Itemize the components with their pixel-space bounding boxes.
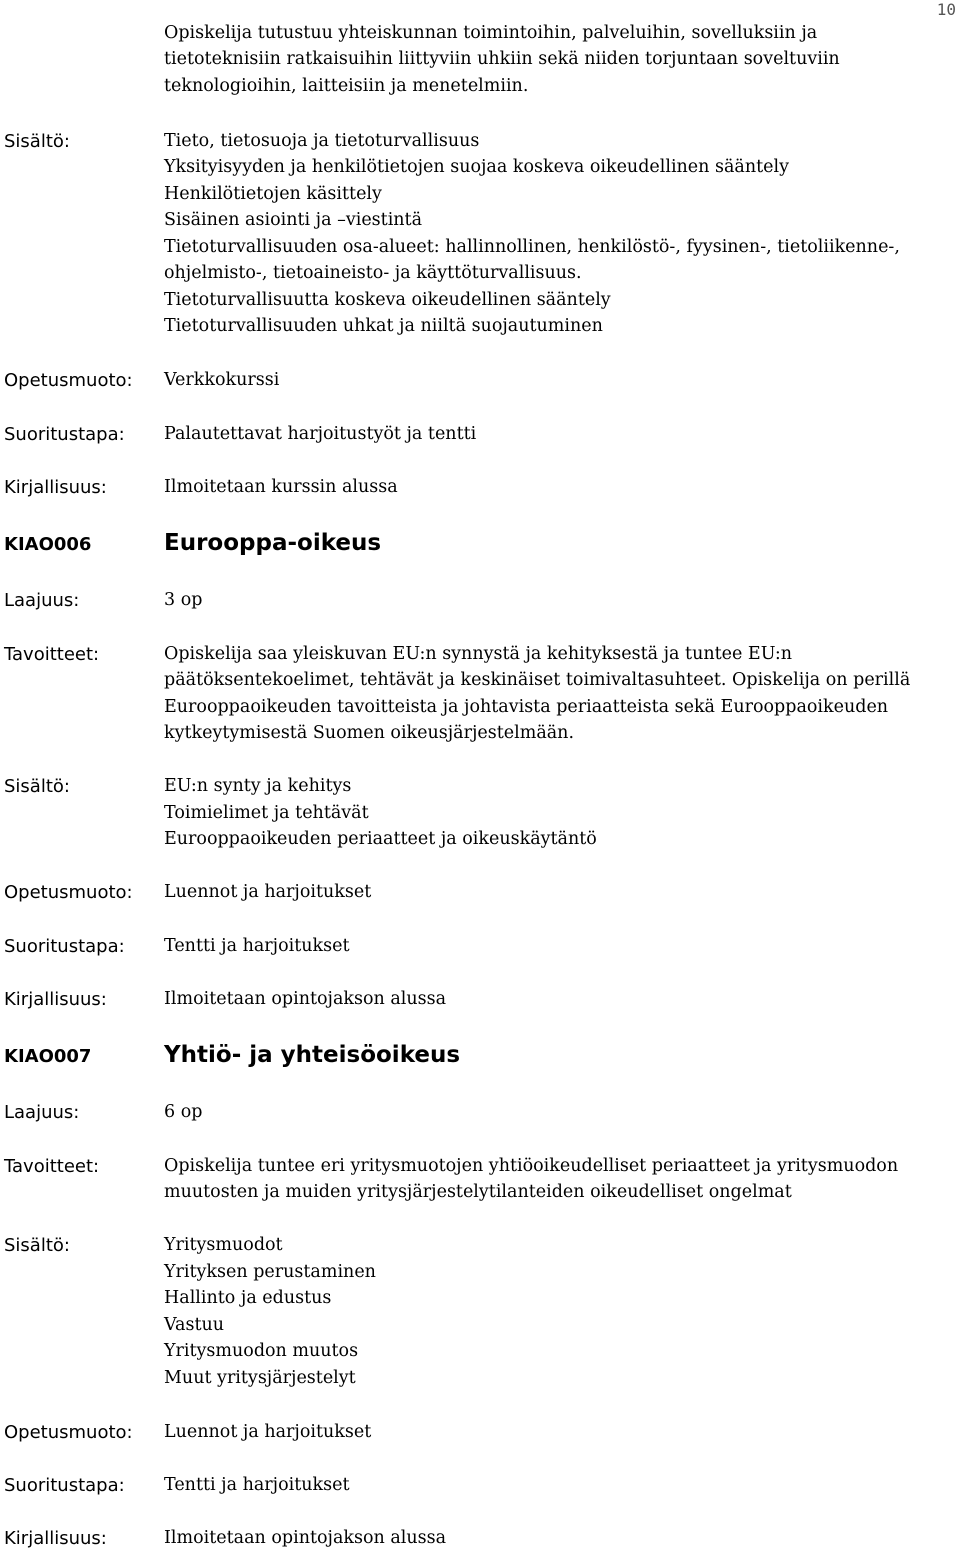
tavoitteet-line: kytkeytymisestä Suomen oikeusjärjestelmään. [164, 723, 575, 743]
laajuus-label: Laajuus: [4, 1102, 80, 1123]
suoritustapa-label: Suoritustapa: [4, 1475, 125, 1496]
suoritustapa-value: Palautettavat harjoitustyöt ja tentti [164, 424, 477, 444]
kirjallisuus-value: Ilmoitetaan opintojakson alussa [164, 989, 447, 1009]
tavoitteet-line: päätöksentekoelimet, tehtävät ja keskinäiset toimivaltasuhteet. Opiskelija on perillä [164, 670, 911, 690]
sisalto-line: Tietoturvallisuutta koskeva oikeudellinen sääntely [164, 290, 611, 310]
sisalto-line: Hallinto ja edustus [164, 1288, 332, 1308]
sisalto-line: Sisäinen asiointi ja –viestintä [164, 210, 423, 230]
opetusmuoto-value: Luennot ja harjoitukset [164, 1422, 372, 1442]
tavoitteet-line: Eurooppaoikeuden tavoitteista ja johtavista periaatteista sekä Eurooppaoikeuden [164, 697, 889, 717]
tavoitteet-line: muutosten ja muiden yritysjärjestelytilanteiden oikeudelliset ongelmat [164, 1182, 792, 1202]
opetusmuoto-value: Verkkokurssi [164, 370, 280, 390]
tavoitteet-label: Tavoitteet: [4, 1156, 100, 1177]
sisalto-line: Muut yritysjärjestelyt [164, 1368, 356, 1388]
course-title: Eurooppa-oikeus [164, 530, 382, 556]
intro-line: Opiskelija tutustuu yhteiskunnan toimintoihin, palveluihin, sovelluksiin ja [164, 23, 818, 43]
tavoitteet-line: Opiskelija saa yleiskuvan EU:n synnystä ja kehityksestä ja tuntee EU:n [164, 644, 792, 664]
opetusmuoto-label: Opetusmuoto: [4, 370, 133, 391]
sisalto-line: EU:n synty ja kehitys [164, 776, 352, 796]
sisalto-line: Eurooppaoikeuden periaatteet ja oikeuskäytäntö [164, 829, 597, 849]
sisalto-line: Tieto, tietosuoja ja tietoturvallisuus [164, 131, 480, 151]
sisalto-line: Yritysmuodot [164, 1235, 283, 1255]
sisalto-line: Yksityisyyden ja henkilötietojen suojaa koskeva oikeudellinen sääntely [164, 157, 789, 177]
kirjallisuus-label: Kirjallisuus: [4, 477, 107, 498]
opetusmuoto-label: Opetusmuoto: [4, 882, 133, 903]
sisalto-label: Sisältö: [4, 1235, 70, 1256]
sisalto-line: Yritysmuodon muutos [164, 1341, 359, 1361]
sisalto-line: Yrityksen perustaminen [164, 1262, 376, 1282]
course-code: KIAO007 [4, 1046, 92, 1067]
kirjallisuus-value: Ilmoitetaan opintojakson alussa [164, 1528, 447, 1548]
sisalto-label: Sisältö: [4, 131, 70, 152]
sisalto-line: Toimielimet ja tehtävät [164, 803, 369, 823]
suoritustapa-label: Suoritustapa: [4, 936, 125, 957]
sisalto-line: Tietoturvallisuuden uhkat ja niiltä suojautuminen [164, 316, 603, 336]
intro-line: tietoteknisiin ratkaisuihin liittyviin uhkiin sekä niiden torjuntaan soveltuviin [164, 49, 840, 69]
kirjallisuus-label: Kirjallisuus: [4, 989, 107, 1010]
tavoitteet-label: Tavoitteet: [4, 644, 100, 665]
sisalto-line: Henkilötietojen käsittely [164, 184, 382, 204]
kirjallisuus-label: Kirjallisuus: [4, 1528, 107, 1549]
page-number: 10 [936, 0, 956, 19]
laajuus-value: 3 op [164, 590, 203, 610]
sisalto-line: Vastuu [164, 1315, 225, 1335]
laajuus-label: Laajuus: [4, 590, 80, 611]
kirjallisuus-value: Ilmoitetaan kurssin alussa [164, 477, 398, 497]
laajuus-value: 6 op [164, 1102, 203, 1122]
sisalto-line: Tietoturvallisuuden osa-alueet: hallinnollinen, henkilöstö-, fyysinen-, tietoliikenne-, [164, 237, 900, 257]
course-title: Yhtiö- ja yhteisöoikeus [164, 1042, 461, 1068]
suoritustapa-label: Suoritustapa: [4, 424, 125, 445]
suoritustapa-value: Tentti ja harjoitukset [164, 936, 350, 956]
opetusmuoto-label: Opetusmuoto: [4, 1422, 133, 1443]
sisalto-line: ohjelmisto-, tietoaineisto- ja käyttöturvallisuus. [164, 263, 582, 283]
opetusmuoto-value: Luennot ja harjoitukset [164, 882, 372, 902]
tavoitteet-line: Opiskelija tuntee eri yritysmuotojen yhtiöoikeudelliset periaatteet ja yritysmuodon [164, 1156, 899, 1176]
course-code: KIAO006 [4, 534, 92, 555]
sisalto-label: Sisältö: [4, 776, 70, 797]
suoritustapa-value: Tentti ja harjoitukset [164, 1475, 350, 1495]
intro-line: teknologioihin, laitteisiin ja menetelmiin. [164, 76, 529, 96]
